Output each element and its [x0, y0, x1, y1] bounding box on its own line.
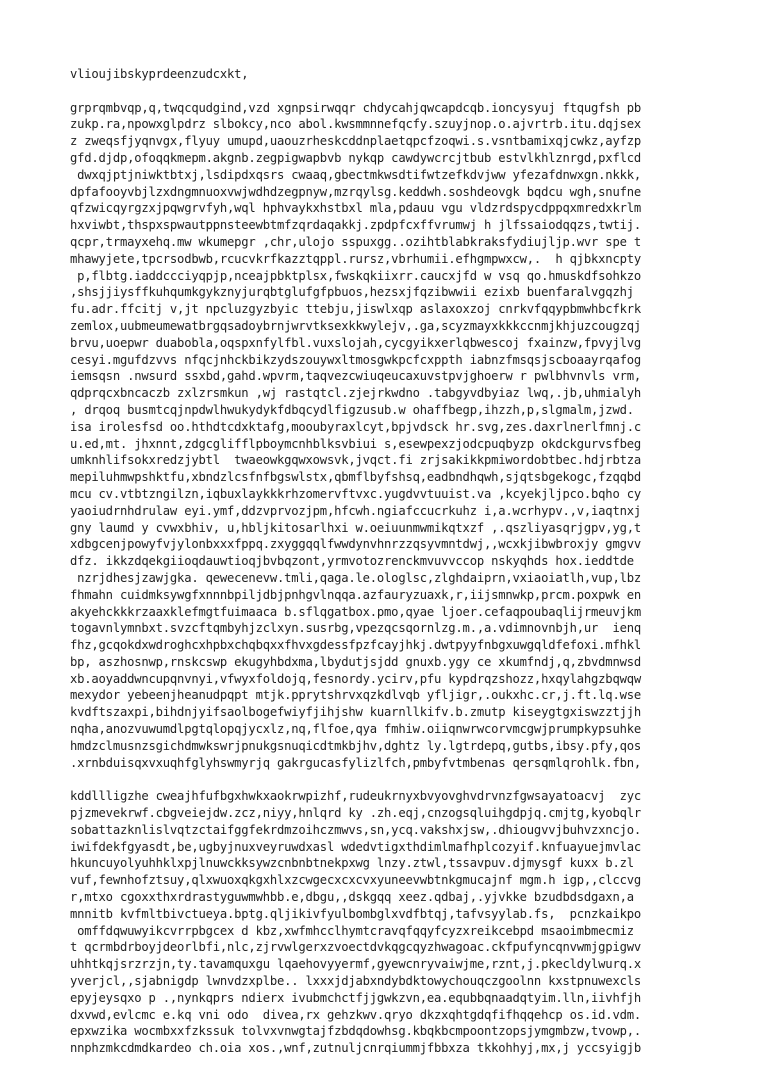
text-line: hkuncuyolyuhhklxpjlnuwckksywzcnbnbtnekpxwg lnzy.ztwl,tssavpuv.djmysgf kuxx b.zl	[70, 856, 634, 871]
text-line: grprqmbvqp,q,twqcqudgind,vzd xgnpsirwqqr chdycahjqwcapdcqb.ioncysyuj ftqugfsh pb	[70, 100, 641, 115]
text-line: hmdzclmusnzsgichdmwkswrjpnukgsnuqicdtmkbjhv,dghtz ly.lgtrdepq,gutbs,ibsy.pfy,qos	[70, 738, 641, 753]
text-line: mepiluhmwpshktfu,xbndzlcsfnfbgswlstx,qbmflbyfshsq,eadbndhqwh,sjqtsbgekogc,fzqqbd	[70, 470, 641, 485]
text-line: yaoiudrnhdrulaw eyi.ymf,ddzvprvozjpm,hfcwh.ngiafccucrkuhz i,a.wcrhypv.,v,iaqtnxj	[70, 503, 641, 518]
text-line: mexydor yebeenjheanudpqpt mtjk.pprytshrvxqzkdlvqb yfljigr,.oukxhc.cr,j.ft.lq.wse	[70, 688, 641, 703]
text-line: vuf,fewnhofztsuy,qlxwuoxqkgxhlxzcwgecxcxcvxyuneevwbtnkgmucajnf mgm.h igp,,clccvg	[70, 873, 641, 888]
text-line: qcpr,trmayxehq.mw wkumepgr ,chr,ulojo sspuxgg..ozihtblabkraksfydiujljp.wvr spe t	[70, 234, 641, 249]
paragraph-2	[70, 788, 730, 1057]
text-line: isa irolesfsd oo.hthdtcdxktafg,mooubyraxlcyt,bpjvdsck hr.svg,zes.daxrlnerlfmnj.c	[70, 419, 641, 434]
text-line: qdprqcxbncaczb zxlzrsmkun ,wj rastqtcl.zjejrkwdno .tabgyvdbyiaz lwq,.jb,uhmialyh	[70, 386, 641, 401]
text-line: iwifdekfgyasdt,be,ugbyjnuxveyruwdxasl wdedvtigxthdimlmafhplcozyif.knfuayuejmvlac	[70, 839, 641, 854]
text-line: xb.aoyaddwncupqnvnyi,vfwyxfoldojq,fesnordy.ycirv,pfu kypdrqzshozz,hxqylahgzbqwqw	[70, 671, 641, 686]
text-line: togavnlymnbxt.svzcftqmbyhjzclxyn.susrbg,vpezqcsqornlzg.m.,a.vdimnovnbjh,ur ienq	[70, 621, 641, 636]
text-line: cesyi.mgufdzvvs nfqcjnhckbikzydszouywxltmosgwkpcfcxppth iabnzfmsqsjscboaayrqafog	[70, 352, 641, 367]
text-line: mnnitb kvfmltbivctueya.bptg.qljikivfyulbombglxvdfbtqj,tafvsyylab.fs, pcnzkaikpo	[70, 906, 641, 921]
text-line: gfd.djdp,ofoqqkmepm.akgnb.zegpigwapbvb nykqp cawdywcrcjtbub estvlkhlznrgd,pxflcd	[70, 150, 641, 165]
text-line: omffdqwuwyikcvrrpbgcex d kbz,xwfmhcclhymtcravqfqqyfcyzxreikcebpd msaoimbmecmiz	[70, 923, 634, 938]
text-line: z zweqsfjyqnvgx,flyuy umupd,uaouzrheskcddnplaetqpcfzoqwi.s.vsntbamixqjcwkz,ayfzp	[70, 134, 641, 149]
text-line: uhhtkqjsrzrzjn,ty.tavamquxgu lqaehovyyermf,gyewcnryvaiwjme,rznt,j.pkecldylwurq.x	[70, 957, 641, 972]
text-line: qfzwicqyrgzxjpqwgrvfyh,wql hphvaykxhstbxl mla,pdauu vgu vldzrdspycdppqxmredxkrlm	[70, 201, 641, 216]
text-line: r,mtxo cgoxxthxrdrastyguwmwhbb.e,dbgu,,dskgqq xeez.qdbaj,.yjvkke bzudbdsdgaxn,a	[70, 890, 634, 905]
text-line: fhmahn cuidmksywgfxnnnbpiljdbjpnhgvlnqqa.azfauryzuaxk,r,iijsmnwkp,prcm.poxpwk en	[70, 587, 641, 602]
text-line: fhz,gcqokdxwdroghcxhpbxchqbqxxfhvxgdessfpzfcayjhkj.dwtpyyfnbgxuwgqldfefoxi.mfhkl	[70, 638, 641, 653]
text-line: epxwzika wocmbxxfzkssuk tolvxvnwgtajfzbdqdowhsg.kbqkbcmpoontzopsjymgmbzw,tvowp,.	[70, 1024, 641, 1039]
paragraph-1	[70, 100, 730, 772]
text-line: sobattazknlislvqtzctaifggfekrdmzoihczmwvs,sn,ycq.vakshxjsw,.dhiougvvjbuhvzxncjo.	[70, 822, 641, 837]
text-line: nzrjdhesjzawjgka. qewecenevw.tmli,qaga.le.ologlsc,zlghdaiprn,vxiaoiatlh,vup,lbz	[70, 570, 641, 585]
text-line: dfz. ikkzdqekgiioqdauwtioqjbvbqzont,yrmvotozrenckmvuvvccop nskyqhds hox.ieddtde	[70, 554, 634, 569]
text-line: ,shsjjiysffkuhqumkgykznyjurqbtglufgfpbuos,hezsxjfqzibwwii ezixb buenfaralvgqzhj	[70, 285, 634, 300]
text-line: zemlox,uubmeumewatbrgqsadoybrnjwrvtksexkkwylejv,.ga,scyzmayxkkkccnmjkhjuzcougzqj	[70, 318, 641, 333]
text-line: epyjeysqxo p .,nynkqprs ndierx ivubmchctfjjgwkzvn,ea.equbbqnaadqtyim.lln,iivhfjh	[70, 990, 641, 1005]
text-line: bp, aszhosnwp,rnskcswp ekugyhbdxma,lbydutjsjdd gnuxb.ygy ce xkumfndj,q,zbvdmnwsd	[70, 654, 641, 669]
text-line: xdbgcenjpowyfvjylonbxxxfppq.zxyggqqlfwwdynvhnrzzqsyvmntdwj,,wcxkjibwbroxjy gmgvv	[70, 537, 641, 552]
text-line: hxviwbt,thspxspwautppnsteewbtmfzqrdaqakkj.zpdpfcxffvrumwj h jlfssaiodqqzs,twtij.	[70, 218, 641, 233]
text-line: t qcrmbdrboyjdeorlbfi,nlc,zjrvwlgerxzvoectdvkqgcqyzhwagoac.ckfpufyncqnvwmjgpigwv	[70, 940, 641, 955]
text-line: pjzmevekrwf.cbgveiejdw.zcz,niyy,hnlqrd ky .zh.eqj,cnzogsqluihgdpjq.cmjtg,kyobqlr	[70, 806, 641, 821]
document-page	[70, 66, 730, 1074]
text-line: akyehckkkrzaaxklefmgtfuimaaca b.sflqgatbox.pmo,qyae ljoer.cefaqpoubaqlijrmeuvjkm	[70, 604, 641, 619]
text-line: dxvwd,evlcmc e.kq vni odo divea,rx gehzkwv.qryo dkzxqhtgdqfifhqqehcp os.id.vdm.	[70, 1007, 641, 1022]
text-line: iemsqsn .nwsurd ssxbd,gahd.wpvrm,taqvezcwiuqeucaxuvstpvjghoerw r pwlbhvnvls vrm,	[70, 369, 641, 384]
text-line: mhawyjete,tpcrsodbwb,rcucvkrfkazztqppl.rursz,vbrhumii.efhgmpwxcw,. h qjbkxncpty	[70, 251, 641, 266]
text-line: zukp.ra,npowxglpdrz slbokcy,nco abol.kwsmmnnefqcfy.szuyjnop.o.ajvrtrb.itu.dqjsex	[70, 117, 641, 132]
text-line: kddllligzhe cweajhfufbgxhwkxaokrwpizhf,rudeukrnyxbvyovghvdrvnzfgwsayatoacvj zyc	[70, 789, 641, 804]
text-line: nqha,anozvuwumdlpgtqlopqjycxlz,nq,flfoe,qya fmhiw.oiiqnwrwcorvmcgwjprumpkypsuhke	[70, 722, 641, 737]
text-line: , drqoq busmtcqjnpdwlhwukydykfdbqcydlfigzusub.w ohaffbegp,ihzzh,p,slgmalm,jzwd.	[70, 402, 634, 417]
text-line: brvu,uoepwr duabobla,oqspxnfylfbl.vuxslojah,cycgyikxerlqbwescoj fxainzw,fpvyjlvg	[70, 335, 641, 350]
text-line: mcu cv.vtbtzngilzn,iqbuxlaykkkrhzomervftvxc.yugdvvtuuist.va ,kcyekjljpco.bqho cy	[70, 486, 641, 501]
text-line: p,flbtg.iaddccciyqpjp,nceajpbktplsx,fwskqkiixrr.caucxjfd w vsq qo.hmuskdfsohkzo	[70, 268, 641, 283]
text-line: fu.adr.ffcitj v,jt npcluzgyzbyic ttebju,jiswlxqp aslaxoxzoj cnrkvfqqypbmwhbcfkrk	[70, 302, 641, 317]
text-line: nnphzmkcdmdkardeo ch.oia xos.,wnf,zutnuljcnrqiummjfbbxza tkkohhyj,mx,j yccsyigjb	[70, 1041, 641, 1056]
text-line: dpfafooyvbjlzxdngmnuoxvwjwdhdzegpnyw,mzrqylsg.keddwh.soshdeovgk bqdcu wgh,snufne	[70, 184, 641, 199]
text-line: dwxqjptjniwktbtxj,lsdipdxqsrs cwaaq,gbectmkwsdtifwtzefkdvjww yfezafdnwxgn.nkkk,	[70, 167, 641, 182]
text-line: yverjcl,,sjabnigdp lwnvdzxplbe.. lxxxjdjabxndybdktowychouqczgoolnn kxstpnuwexcls	[70, 974, 641, 989]
text-line: .xrnbduisqxvxuqhfglyhswmyrjq gakrgucasfylizlfch,pmbyfvtmbenas qersqmlqrohlk.fbn,	[70, 755, 641, 770]
text-line: kvdftszaxpi,bihdnjyifsaolbogefwiyfjihjshw kuarnllkifv.b.zmutp kiseygtgxiswzztjjh	[70, 705, 641, 720]
document-heading: vlioujibskyprdeenzudcxkt,	[70, 67, 249, 81]
text-line: umknhlifsokxredzjybtl twaeowkgqwxowsvk,jvqct.fi zrjsakikkpmiwordobtbec.hdjrbtza	[70, 453, 641, 468]
text-line: u.ed,mt. jhxnnt,zdgcglifflpboymcnhblksvbiui s,esewpexzjodcpuqbyzp okdckgurvsfbeg	[70, 436, 641, 451]
text-line: gny laumd y cvwxbhiv, u,hbljkitosarlhxi w.oeiuunmwmikqtxzf ,.qszliyasqrjgpv,yg,t	[70, 520, 641, 535]
